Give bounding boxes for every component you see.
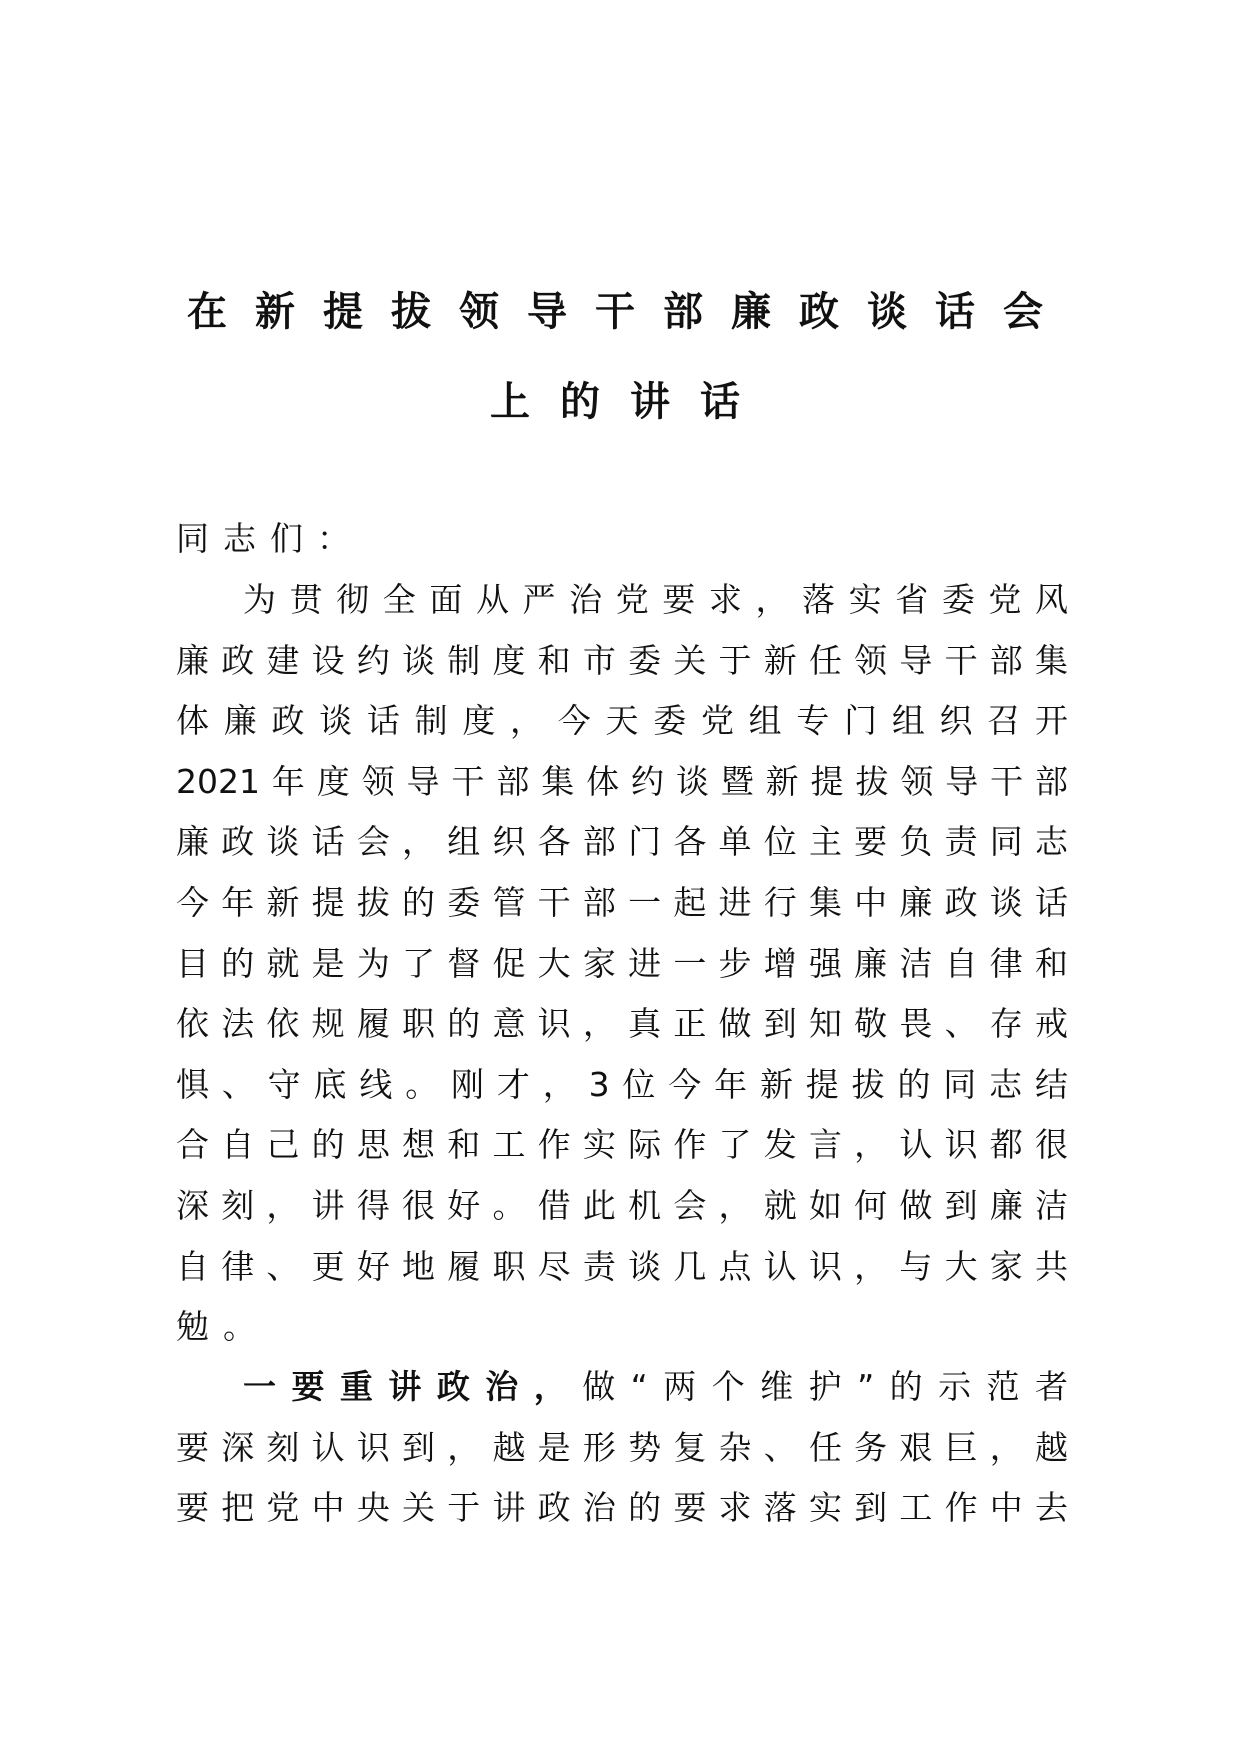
paragraph-2-first-line <box>243 1365 1068 1409</box>
paragraph-line: 要把党中央关于讲政治的要求落实到工作中去 <box>176 1488 1068 1527</box>
paragraph-line: 要深刻认识到，越是形势复杂、任务艰巨，越 <box>176 1428 1068 1467</box>
paragraph-line: 目的就是为了督促大家进一步增强廉洁自律和 <box>176 943 1068 983</box>
document-title-line-1: 在新提拔领导干部廉政谈话会 <box>187 289 1043 335</box>
section-heading-rest: 做“两个维护”的示范者 <box>582 1367 1068 1406</box>
paragraph-line: 依法依规履职的意识，真正做到知敬畏、存戒 <box>176 1004 1068 1044</box>
paragraph-line: 自律、更好地履职尽责谈几点认识，与大家共 <box>176 1246 1068 1286</box>
paragraph-line: 今年新提拔的委管干部一起进行集中廉政谈话 <box>176 883 1068 922</box>
paragraph-line: 勉。 <box>176 1307 270 1347</box>
paragraph-line: 体廉政谈话制度，今天委党组专门组织召开 <box>176 701 1068 741</box>
document-title-line-2: 上的讲话 <box>490 379 740 425</box>
section-heading: 一要重讲政治， <box>243 1367 583 1406</box>
paragraph-line: 廉政谈话会，组织各部门各单位主要负责同志 <box>176 822 1068 862</box>
paragraph-line: 惧、守底线。刚才，3位今年新提拔的同志结 <box>176 1064 1068 1104</box>
salutation: 同志们： <box>176 519 364 558</box>
paragraph-line: 为贯彻全面从严治党要求，落实省委党风 <box>243 580 1068 619</box>
paragraph-line: 廉政建设约谈制度和市委关于新任领导干部集 <box>176 640 1068 680</box>
paragraph-line: 合自己的思想和工作实际作了发言，认识都很 <box>176 1125 1068 1165</box>
paragraph-line: 2021年度领导干部集体约谈暨新提拔领导干部 <box>176 761 1068 801</box>
paragraph-line: 深刻，讲得很好。借此机会，就如何做到廉洁 <box>176 1186 1068 1225</box>
